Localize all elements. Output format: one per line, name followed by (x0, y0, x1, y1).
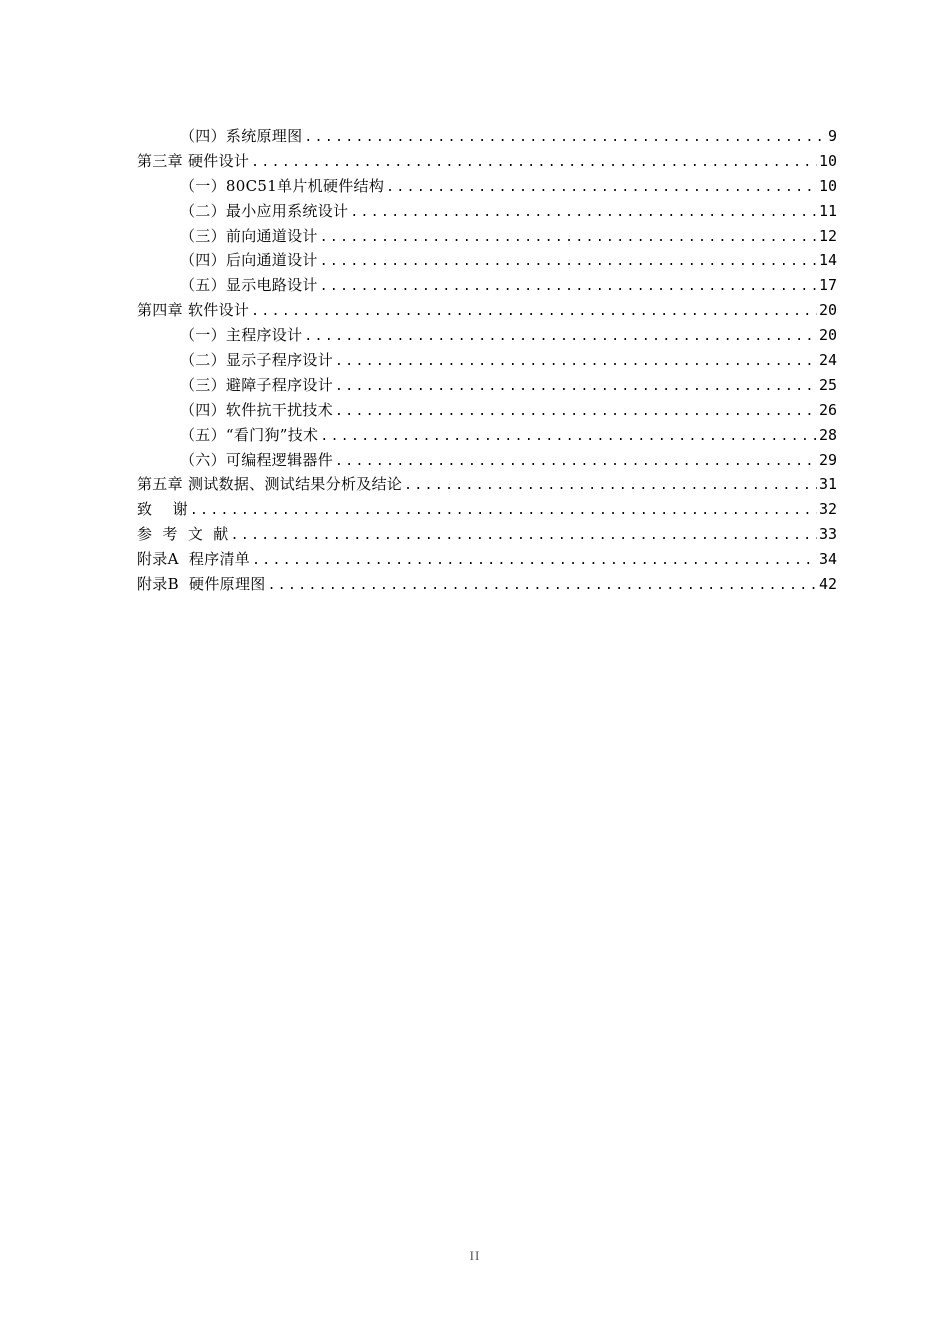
toc-entry[interactable] (137, 522, 837, 547)
toc-entry-page: 11 (818, 201, 837, 220)
toc-leader-dots (335, 350, 817, 375)
toc-entry[interactable] (137, 124, 837, 149)
toc-entry-page: 20 (818, 301, 837, 320)
table-of-contents (137, 124, 837, 597)
toc-leader-dots (251, 300, 817, 325)
toc-leader-dots (320, 250, 817, 275)
toc-leader-dots (231, 524, 817, 549)
toc-entry-title: 第三章 硬件设计 (137, 151, 250, 170)
toc-entry-title: 附录A 程序清单 (137, 550, 251, 569)
toc-entry-title: （四）系统原理图 (180, 127, 303, 145)
toc-entry-page: 20 (818, 326, 837, 345)
toc-entry[interactable] (137, 273, 837, 298)
toc-entry-page: 9 (827, 127, 837, 145)
toc-entry[interactable] (137, 472, 837, 497)
toc-entry-title: 第四章 软件设计 (137, 301, 250, 320)
toc-leader-dots (190, 499, 817, 524)
toc-leader-dots (320, 425, 817, 450)
toc-entry[interactable] (137, 373, 837, 398)
toc-entry-title: 附录B 硬件原理图 (137, 575, 266, 594)
toc-entry-page: 14 (818, 251, 837, 270)
toc-entry[interactable] (137, 174, 837, 199)
toc-entry[interactable] (137, 224, 837, 249)
toc-entry[interactable] (137, 248, 837, 273)
toc-leader-dots (335, 375, 817, 400)
toc-leader-dots (251, 151, 817, 176)
toc-entry-page: 31 (818, 475, 837, 494)
toc-entry-title: （三）避障子程序设计 (180, 375, 334, 394)
toc-leader-dots (335, 450, 817, 475)
toc-entry-title: （一）主程序设计 (180, 326, 303, 345)
toc-entry-title: 参 考 文 献 (137, 525, 229, 544)
toc-leader-dots (304, 325, 817, 350)
toc-entry-title: 致 谢 (137, 500, 188, 519)
toc-entry[interactable] (137, 448, 837, 473)
toc-leader-dots (268, 574, 817, 599)
toc-entry-title: （三）前向通道设计 (180, 226, 318, 245)
toc-entry-title: （二）最小应用系统设计 (180, 201, 349, 220)
toc-leader-dots (320, 226, 817, 251)
toc-entry-page: 34 (818, 550, 837, 569)
toc-entry-page: 10 (818, 176, 837, 195)
toc-entry[interactable] (137, 323, 837, 348)
toc-entry-title: （六）可编程逻辑器件 (180, 450, 334, 469)
toc-entry-page: 10 (818, 151, 837, 170)
toc-entry-title: （四）软件抗干扰技术 (180, 400, 334, 419)
toc-leader-dots (404, 474, 817, 499)
toc-entry-page: 32 (818, 500, 837, 519)
toc-entry[interactable] (137, 298, 837, 323)
toc-entry-page: 12 (818, 226, 837, 245)
toc-entry-title: （一）80C51单片机硬件结构 (180, 176, 385, 195)
toc-entry-page: 28 (818, 425, 837, 444)
toc-entry[interactable] (137, 149, 837, 174)
toc-leader-dots (350, 201, 817, 226)
toc-leader-dots (252, 549, 817, 574)
toc-entry[interactable] (137, 547, 837, 572)
toc-entry-title: （五）显示电路设计 (180, 276, 318, 295)
toc-leader-dots (386, 176, 817, 201)
toc-entry-title: （二）显示子程序设计 (180, 351, 334, 370)
toc-leader-dots (320, 275, 817, 300)
toc-entry[interactable] (137, 398, 837, 423)
toc-entry-page: 26 (818, 400, 837, 419)
toc-entry-page: 33 (818, 525, 837, 544)
toc-leader-dots (304, 126, 826, 151)
toc-entry-title: （五）“看门狗”技术 (180, 425, 319, 444)
toc-entry[interactable] (137, 572, 837, 597)
toc-entry-page: 17 (818, 276, 837, 295)
toc-entry-page: 29 (818, 450, 837, 469)
toc-entry-page: 25 (818, 375, 837, 394)
toc-entry[interactable] (137, 423, 837, 448)
toc-entry-page: 24 (818, 351, 837, 370)
toc-leader-dots (335, 400, 817, 425)
toc-entry[interactable] (137, 497, 837, 522)
toc-entry-page: 42 (818, 575, 837, 594)
toc-entry-title: 第五章 测试数据、测试结果分析及结论 (137, 475, 403, 494)
toc-entry[interactable] (137, 348, 837, 373)
page-number: II (469, 1248, 481, 1263)
toc-entry[interactable] (137, 199, 837, 224)
toc-entry-title: （四）后向通道设计 (180, 251, 318, 270)
